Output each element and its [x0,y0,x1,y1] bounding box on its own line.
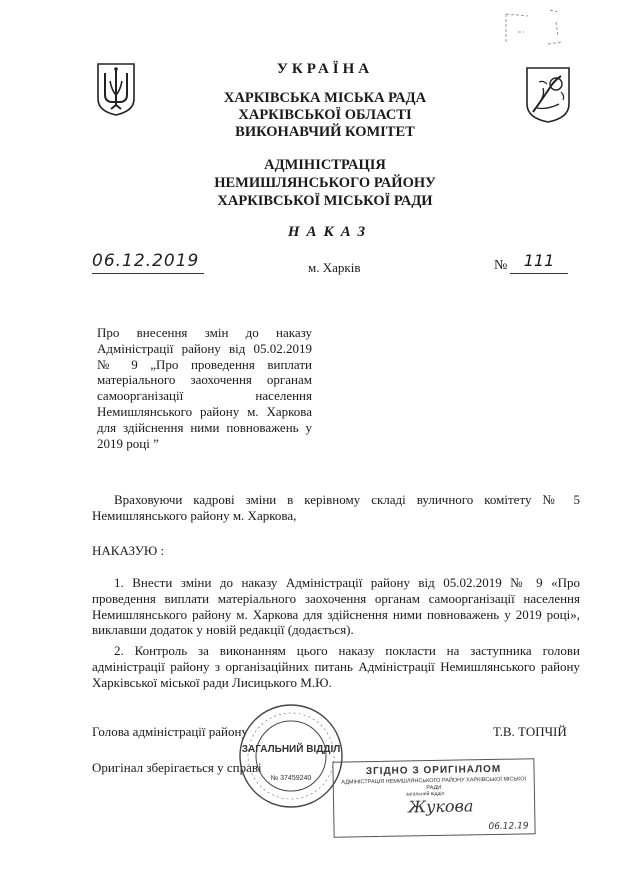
order-date-text: 06.12.2019 [92,251,200,271]
preamble-paragraph: Враховуючи кадрові зміни в керівному складі вуличного комітету № 5 Немишлянського району м. Харкова, [92,492,580,523]
original-note: Оригінал зберігається у справі [92,760,262,775]
order-number: 111 [510,251,568,274]
order-word: НАКАЗУЮ : [92,543,165,558]
country-title: УКРАЇНА [276,61,374,77]
copy-stamp-date: 06.12.19 [488,821,529,833]
order-number-label: № [494,258,508,273]
signer-position: Голова адміністрації району [92,724,248,739]
order-date [92,251,204,274]
copy-stamp-dept: загальний відділ [405,790,445,798]
signer-name: Т.В. ТОПЧІЙ [493,724,567,739]
round-stamp-code: № 37459240 [270,775,312,782]
round-stamp [237,702,345,815]
order-subject: Про внесення змін до наказу Адміністрації району від 05.02.2019 № 9 „Про проведення виплати матеріального заохочення органам самоорганізації населення Немишлянського району м. Харкова для здійснення ними повноважень у 2019 році ” [97,325,312,451]
copy-stamp-org: АДМІНІСТРАЦІЯ НЕМИШЛЯНСЬКОГО РАЙОНУ ХАРКІВСЬКОЇ МІСЬКОЇ РАДИ [341,776,527,792]
admin-line: ХАРКІВСЬКОЇ МІСЬКОЇ РАДИ [217,193,433,209]
copy-stamp-title: ЗГІДНО З ОРИГІНАЛОМ [365,763,502,778]
council-line: ХАРКІВСЬКА МІСЬКА РАДА [223,90,427,106]
copy-stamp [332,758,535,838]
administration-block [0,156,620,210]
admin-line: НЕМИШЛЯНСЬКОГО РАЙОНУ [214,175,436,191]
order-city: м. Харків [308,260,361,275]
margin-scribble [498,2,568,57]
council-line: ВИКОНАВЧИЙ КОМІТЕТ [235,124,415,140]
round-stamp-title: ЗАГАЛЬНИЙ ВІДДІЛ [241,744,341,755]
order-item-1: 1. Внести зміни до наказу Адміністрації району від 05.02.2019 № 9 «Про проведення виплати матеріального заохочення органам самоорганізації населення Немишлянського району м. Харкова для здійснення ними повноважень у 2019 році», виклавши додаток у новій редакції (додається). [92,575,580,638]
council-block [0,90,620,141]
order-item-2: 2. Контроль за виконанням цього наказу покласти на заступника голови адміністрації району з організаційних питань Адміністрації Немишлянського району Харківської міської ради Лисицького М.Ю. [92,643,580,690]
admin-line: АДМІНІСТРАЦІЯ [264,157,386,173]
copy-stamp-signature: Жукова [407,796,474,817]
document-type: НАКАЗ [287,224,373,240]
council-line: ХАРКІВСЬКОЇ ОБЛАСТІ [238,107,412,123]
